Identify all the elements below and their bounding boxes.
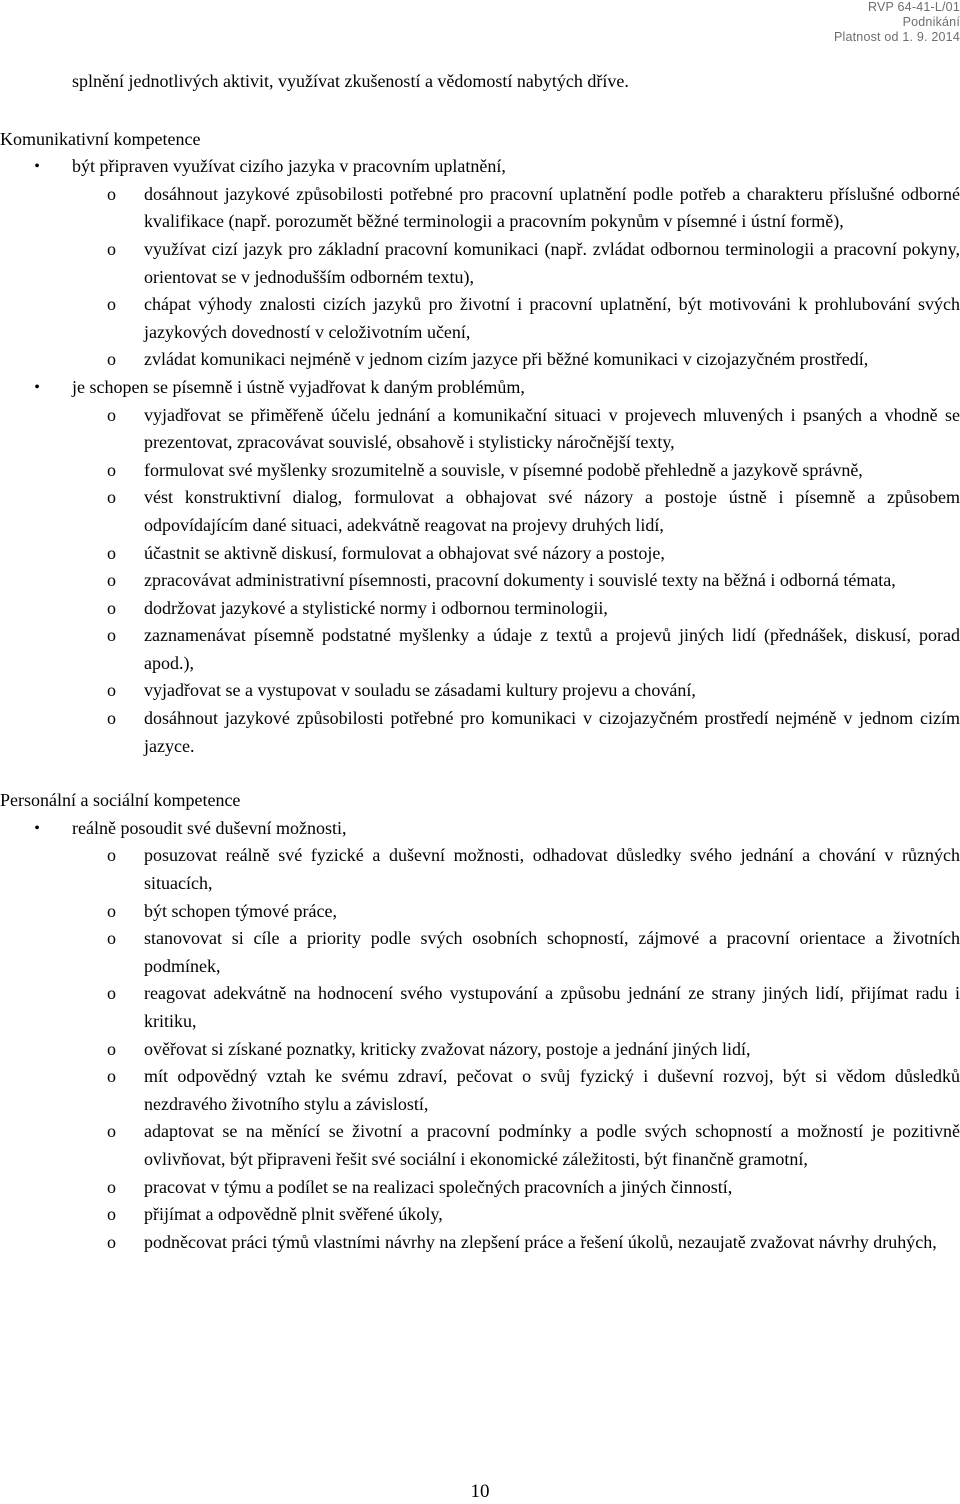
- intro-paragraph: splnění jednotlivých aktivit, využívat zkušeností a vědomostí nabytých dříve.: [72, 71, 629, 91]
- sub-item: [0, 842, 960, 897]
- sub-item-text: podněcovat práci týmů vlastními návrhy na zlepšení práce a řešení úkolů, nezaujatě zvažovat návrhy druhých,: [144, 1231, 937, 1252]
- sub-item-marker: o: [107, 1176, 116, 1197]
- sub-item-text: zvládat komunikaci nejméně v jednom cizím jazyce při běžné komunikaci v cizojazyčném prostředí,: [144, 349, 869, 370]
- sub-item: [0, 346, 960, 374]
- sub-item-text: zaznamenávat písemně podstatné myšlenky a údaje z textů a projevů jiných lidí (přednášek, diskusí, porad apod.),: [144, 625, 960, 673]
- sub-item-text: být schopen týmové práce,: [144, 900, 337, 921]
- bullet-text: je schopen se písemně i ústně vyjadřovat k daným problémům,: [72, 376, 525, 397]
- sub-item-text: vést konstruktivní dialog, formulovat a obhajovat své názory a postoje ústně i písemně a způsobem odpovídajícím dané situaci, adekvátně reagovat na projevy druhých lidí,: [144, 487, 960, 535]
- sub-item: [0, 898, 960, 926]
- sub-item: [0, 291, 960, 346]
- sub-item-text: stanovovat si cíle a priority podle svých osobních schopností, zájmové a pracovní orientace a životních podmínek,: [144, 928, 960, 976]
- sub-item-marker: o: [107, 238, 116, 259]
- sub-item-marker: o: [107, 183, 116, 204]
- sub-item-text: dosáhnout jazykové způsobilosti potřebné pro pracovní uplatnění podle potřeb a charakteru příslušné odborné kvalifikace (např. porozumět běžné terminologii a pracovním pokynům v písemné i ústní formě),: [144, 183, 960, 232]
- sub-item: [0, 595, 960, 623]
- sub-item-text: reagovat adekvátně na hodnocení svého vystupování a způsobu jednání ze strany jiných lidí, přijímat radu i kritiku,: [144, 983, 960, 1031]
- competence-sections: [0, 126, 960, 1257]
- sub-item: [0, 1118, 960, 1173]
- section-heading: Personální a sociální kompetence: [0, 790, 241, 811]
- validity-date: Platnost od 1. 9. 2014: [833, 30, 960, 44]
- bullet-item: [0, 815, 960, 1257]
- sub-item: [0, 540, 960, 568]
- bullet-symbol: •: [34, 378, 40, 396]
- sub-item-text: adaptovat se na měnící se životní a pracovní podmínky a podle svých schopností a možností je pozitivně ovlivňovat, být připraveni řešit své sociální i ekonomické záležitosti, být finančně gramotní,: [144, 1121, 960, 1169]
- sub-item-marker: o: [107, 542, 116, 563]
- sub-item-marker: o: [107, 1231, 116, 1252]
- sub-item: [0, 402, 960, 457]
- sub-item-text: vyjadřovat se a vystupovat v souladu se zásadami kultury projevu a chování,: [144, 680, 696, 701]
- sub-item-marker: o: [107, 708, 116, 729]
- sub-item: [0, 980, 960, 1035]
- sub-item-text: využívat cizí jazyk pro základní pracovní komunikaci (např. zvládat odbornou terminologii a pracovní pokyny, orientovat se v jednodušším odborném textu),: [144, 238, 960, 287]
- sub-item: [0, 457, 960, 485]
- sub-item-marker: o: [107, 404, 116, 425]
- bullet-text: být připraven využívat cizího jazyka v pracovním uplatnění,: [72, 156, 506, 177]
- document-body: [0, 68, 960, 1256]
- sub-item-marker: o: [107, 900, 116, 921]
- sub-item-marker: o: [107, 680, 116, 701]
- sub-list: [72, 402, 960, 761]
- sub-item: [0, 236, 960, 291]
- sub-item: [0, 181, 960, 236]
- page-header: [834, 0, 960, 45]
- sub-item-marker: o: [107, 928, 116, 949]
- sub-item-text: pracovat v týmu a podílet se na realizaci společných pracovních a jiných činností,: [144, 1176, 733, 1197]
- sub-item-text: formulovat své myšlenky srozumitelně a souvisle, v písemné podobě přehledně a jazykově správně,: [144, 459, 863, 480]
- sub-item-marker: o: [107, 625, 116, 646]
- sub-item: [0, 1229, 960, 1257]
- sub-item: [0, 1036, 960, 1064]
- bullet-symbol: •: [34, 158, 40, 176]
- sub-item: [0, 705, 960, 760]
- bullet-item: [0, 374, 960, 760]
- sub-item-text: přijímat a odpovědně plnit svěřené úkoly,: [144, 1204, 443, 1225]
- sub-item: [0, 622, 960, 677]
- sub-item-marker: o: [107, 1204, 116, 1225]
- sub-item: [0, 925, 960, 980]
- field-name: Podnikání: [902, 15, 960, 29]
- bullet-list: [0, 153, 960, 760]
- page-number: 10: [470, 1481, 490, 1502]
- sub-item-text: dosáhnout jazykové způsobilosti potřebné pro komunikaci v cizojazyčném prostředí nejméně v jednom cizím jazyce.: [144, 708, 960, 756]
- sub-item-marker: o: [107, 459, 116, 480]
- sub-item-text: ověřovat si získané poznatky, kriticky zvažovat názory, postoje a jednání jiných lidí,: [144, 1038, 751, 1059]
- sub-item-marker: o: [107, 570, 116, 591]
- sub-item: [0, 1174, 960, 1202]
- bullet-text: reálně posoudit své duševní možnosti,: [72, 817, 347, 838]
- sub-item-marker: o: [107, 845, 116, 866]
- sub-item: [0, 484, 960, 539]
- section-heading: Komunikativní kompetence: [0, 128, 201, 149]
- sub-item: [0, 677, 960, 705]
- sub-item-marker: o: [107, 349, 116, 370]
- sub-item-text: dodržovat jazykové a stylistické normy i odbornou terminologii,: [144, 597, 608, 618]
- sub-item-text: účastnit se aktivně diskusí, formulovat a obhajovat své názory a postoje,: [144, 542, 665, 563]
- sub-item-text: posuzovat reálně své fyzické a duševní možnosti, odhadovat důsledky svého jednání a chování v různých situacích,: [144, 845, 960, 894]
- sub-item: [0, 567, 960, 595]
- sub-item-marker: o: [107, 983, 116, 1004]
- sub-item-marker: o: [107, 1038, 116, 1059]
- sub-list: [72, 181, 960, 374]
- sub-item-text: zpracovávat administrativní písemnosti, pracovní dokumenty i souvislé texty na běžná i odborná témata,: [144, 570, 896, 591]
- sub-item-marker: o: [107, 1066, 116, 1087]
- sub-item-marker: o: [107, 487, 116, 508]
- sub-item: [0, 1201, 960, 1229]
- bullet-list: [0, 815, 960, 1257]
- sub-list: [72, 842, 960, 1256]
- sub-item-text: vyjadřovat se přiměřeně účelu jednání a komunikační situaci v projevech mluvených i psaných a vhodně se prezentovat, zpracovávat souvislé, obsahově i stylisticky náročnější texty,: [144, 404, 960, 453]
- document-code: RVP 64-41-L/01: [868, 0, 960, 14]
- sub-item-marker: o: [107, 597, 116, 618]
- bullet-item: [0, 153, 960, 374]
- sub-item-text: chápat výhody znalosti cizích jazyků pro životní i pracovní uplatnění, být motivováni k prohlubování svých jazykových dovedností v celoživotním učení,: [144, 294, 960, 342]
- sub-item-text: mít odpovědný vztah ke svému zdraví, pečovat o svůj fyzický i duševní rozvoj, být si vědom důsledků nezdravého životního stylu a závislostí,: [144, 1066, 960, 1114]
- sub-item-marker: o: [107, 294, 116, 315]
- sub-item: [0, 1063, 960, 1118]
- bullet-symbol: •: [34, 819, 40, 837]
- sub-item-marker: o: [107, 1121, 116, 1142]
